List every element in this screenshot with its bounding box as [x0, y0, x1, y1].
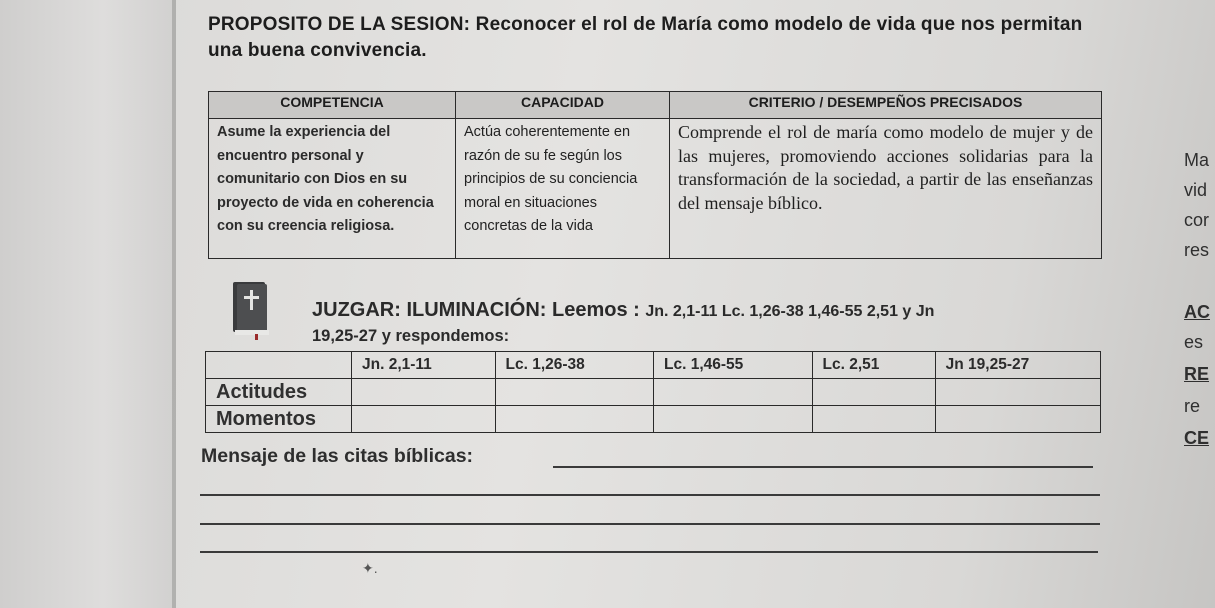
answer-line[interactable] [200, 494, 1100, 496]
citas-col-header: Lc. 1,46-55 [654, 352, 813, 379]
margin-fragment: AC [1184, 302, 1210, 322]
margin-fragment: cor [1184, 210, 1210, 230]
citas-row-header: Actitudes [206, 379, 352, 406]
juzgar-title: JUZGAR: ILUMINACIÓN: Leemos : [312, 299, 646, 321]
margin-fragment: Ma [1184, 150, 1210, 170]
session-purpose: PROPOSITO DE LA SESION: Reconocer el rol de María como modelo de vida que nos permitan una buena convivencia. [208, 14, 1083, 61]
page-spine [172, 0, 176, 608]
juzgar-refs: Jn. 2,1-11 Lc. 1,26-38 1,46-55 2,51 y Jn [645, 303, 935, 320]
citas-cell[interactable] [935, 379, 1100, 406]
margin-fragment: es [1184, 332, 1204, 352]
citas-table [205, 351, 1101, 433]
citas-col-header: Jn. 2,1-11 [352, 352, 496, 379]
citas-corner [206, 352, 352, 379]
citas-col-header: Lc. 2,51 [812, 352, 935, 379]
header-criterio: CRITERIO / DESEMPEÑOS PRECISADOS [670, 92, 1102, 119]
header-capacidad: CAPACIDAD [456, 92, 670, 119]
left-page-edge [0, 0, 172, 608]
juzgar-line2: 19,25-27 y respondemos: [312, 327, 510, 345]
citas-cell[interactable] [812, 406, 935, 433]
answer-line[interactable] [200, 523, 1100, 525]
pen-mark: ✦. [362, 560, 378, 576]
citas-cell[interactable] [935, 406, 1100, 433]
juzgar-heading [312, 297, 1112, 325]
answer-line[interactable] [200, 551, 1098, 553]
citas-col-header: Jn 19,25-27 [935, 352, 1100, 379]
mensaje-label: Mensaje de las citas bíblicas: [201, 445, 474, 467]
citas-cell[interactable] [352, 406, 496, 433]
margin-fragment: RE [1184, 364, 1210, 384]
bible-icon [229, 278, 273, 340]
answer-line[interactable] [553, 466, 1093, 468]
margin-fragment: CE [1184, 428, 1210, 448]
margin-fragment: res [1184, 240, 1210, 260]
citas-col-header: Lc. 1,26-38 [495, 352, 654, 379]
citas-cell[interactable] [495, 406, 654, 433]
header-competencia: COMPETENCIA [209, 92, 456, 119]
citas-row-header: Momentos [206, 406, 352, 433]
citas-cell[interactable] [654, 379, 813, 406]
cell-criterio: Comprende el rol de maría como modelo de mujer y de las mujeres, promoviendo acciones solidarias para la transformación de la sociedad, a partir de las enseñanzas del mensaje bíblico. [670, 119, 1102, 259]
cell-capacidad: Actúa coherentemente en razón de su fe según los principios de su conciencia moral en situaciones concretas de la vida [456, 119, 670, 259]
margin-fragment: vid [1184, 180, 1208, 200]
citas-cell[interactable] [495, 379, 654, 406]
cell-competencia: Asume la experiencia del encuentro personal y comunitario con Dios en su proyecto de vida en coherencia con su creencia religiosa. [209, 119, 456, 259]
citas-cell[interactable] [654, 406, 813, 433]
citas-cell[interactable] [352, 379, 496, 406]
citas-cell[interactable] [812, 379, 935, 406]
competency-table [208, 91, 1102, 259]
margin-fragment: re [1184, 396, 1201, 416]
